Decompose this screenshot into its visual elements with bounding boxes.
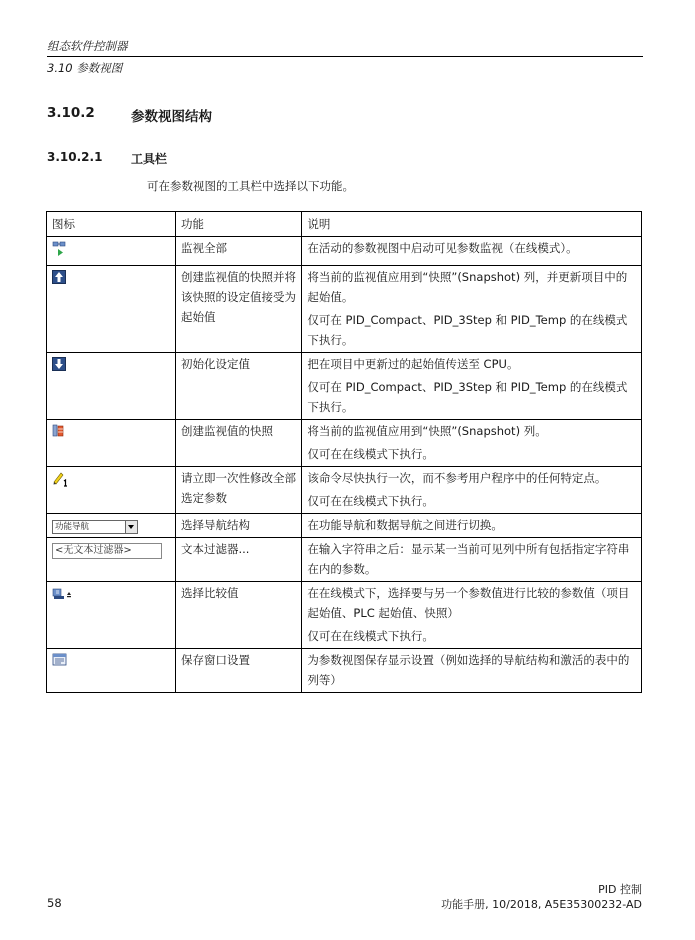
navigation-dropdown[interactable] <box>52 520 138 534</box>
description-cell <box>302 538 642 582</box>
description-text: 将当前的监视值应用到“快照”(Snapshot) 列。 <box>307 424 547 438</box>
function-cell: 请立即一次性修改全部选定参数 <box>175 467 301 514</box>
function-cell: 保存窗口设置 <box>175 649 301 693</box>
text-filter-input[interactable]: <无文本过滤器> <box>52 543 162 559</box>
description-cell <box>302 467 642 514</box>
table-header-row <box>47 212 642 237</box>
table-row <box>47 467 642 514</box>
function-cell: 监视全部 <box>175 237 301 266</box>
icon-cell <box>47 266 176 353</box>
description-text: 在功能导航和数据导航之间进行切换。 <box>307 518 503 532</box>
icon-cell <box>47 237 176 266</box>
subsection-number: 3.10.2.1 <box>47 150 103 164</box>
toolbar-functions-table <box>46 211 642 693</box>
footer-product: PID 控制 <box>598 883 642 896</box>
table-row <box>47 237 642 266</box>
icon-cell <box>47 467 176 514</box>
table-row <box>47 353 642 420</box>
function-cell: 初始化设定值 <box>175 353 301 420</box>
header-icon: 图标 <box>47 212 176 237</box>
description-text: 仅可在在线模式下执行。 <box>307 494 434 508</box>
description-cell <box>302 237 642 266</box>
description-cell <box>302 266 642 353</box>
description-cell <box>302 353 642 420</box>
snapshot-to-start-icon <box>52 270 66 290</box>
navigation-dropdown-value: 功能导航 <box>55 522 90 532</box>
description-cell <box>302 582 642 649</box>
function-cell: 创建监视值的快照 <box>175 420 301 467</box>
running-header-title: 组态软件控制器 <box>47 39 128 53</box>
function-cell: 选择导航结构 <box>175 514 301 538</box>
section-title: 参数视图结构 <box>131 109 212 125</box>
monitor-all-icon <box>52 241 68 263</box>
description-text: 在输入字符串之后：显示某一当前可见列中所有包括指定字符串在内的参数。 <box>307 542 630 576</box>
description-text: 在活动的参数视图中启动可见参数监视（在线模式）。 <box>307 241 578 255</box>
description-text: 仅可在 PID_Compact、PID_3Step 和 PID_Temp 的在线模式下执行。 <box>307 380 628 414</box>
function-cell: 文本过滤器... <box>175 538 301 582</box>
initialize-setpoint-icon <box>52 357 66 377</box>
function-cell: 创建监视值的快照并将该快照的设定值接受为起始值 <box>175 266 301 353</box>
table-row <box>47 420 642 467</box>
section-number: 3.10.2 <box>47 105 95 121</box>
subsection-heading <box>47 150 168 166</box>
running-header-section: 3.10 参数视图 <box>47 61 123 75</box>
icon-cell <box>47 538 176 582</box>
table-row <box>47 514 642 538</box>
description-cell <box>302 514 642 538</box>
chevron-down-icon[interactable] <box>125 521 137 533</box>
header-description: 说明 <box>302 212 642 237</box>
description-cell <box>302 649 642 693</box>
description-text: 将当前的监视值应用到“快照”(Snapshot) 列，并更新项目中的起始值。 <box>307 270 628 304</box>
save-window-settings-icon <box>52 653 68 673</box>
table-row <box>47 649 642 693</box>
description-text: 仅可在在线模式下执行。 <box>307 629 434 643</box>
table-row <box>47 266 642 353</box>
compare-values-icon <box>52 586 76 606</box>
description-text: 把在项目中更新过的起始值传送至 CPU。 <box>307 357 519 371</box>
create-snapshot-icon <box>52 424 66 444</box>
icon-cell <box>47 353 176 420</box>
description-cell <box>302 420 642 467</box>
description-text: 在在线模式下，选择要与另一个参数值进行比较的参数值（项目起始值、PLC 起始值、快照） <box>307 586 630 620</box>
section-heading <box>47 105 212 125</box>
table-row <box>47 582 642 649</box>
function-cell: 选择比较值 <box>175 582 301 649</box>
description-text: 仅可在在线模式下执行。 <box>307 447 434 461</box>
subsection-title: 工具栏 <box>131 152 168 166</box>
intro-paragraph: 可在参数视图的工具栏中选择以下功能。 <box>147 179 354 193</box>
description-text: 为参数视图保存显示设置（例如选择的导航结构和激活的表中的列等） <box>307 653 630 687</box>
page-number: 58 <box>47 896 62 910</box>
header-divider <box>47 56 643 57</box>
header-function: 功能 <box>175 212 301 237</box>
modify-once-icon <box>52 471 68 493</box>
icon-cell <box>47 582 176 649</box>
table-row <box>47 538 642 582</box>
icon-cell <box>47 649 176 693</box>
icon-cell <box>47 514 176 538</box>
footer-manual-id: 功能手册, 10/2018, A5E35300232-AD <box>441 898 642 911</box>
icon-cell <box>47 420 176 467</box>
description-text: 仅可在 PID_Compact、PID_3Step 和 PID_Temp 的在线模式下执行。 <box>307 313 628 347</box>
description-text: 该命令尽快执行一次，而不参考用户程序中的任何特定点。 <box>307 471 607 485</box>
